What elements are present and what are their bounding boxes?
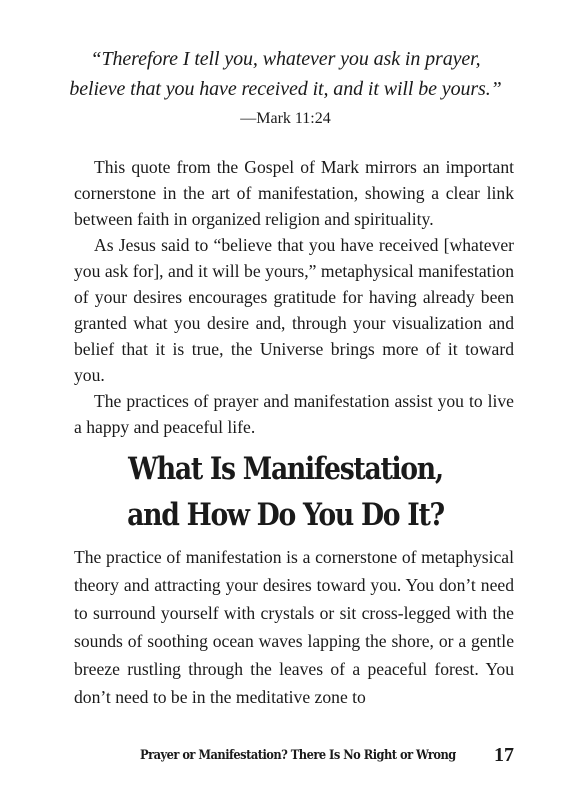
paragraph-3: The practices of prayer and manifestation assist you to live a happy and peaceful life. — [74, 391, 514, 437]
page-footer — [60, 744, 514, 772]
page-number: 17 — [494, 744, 514, 766]
section-heading-line-2: and How Do You Do It? — [127, 497, 444, 533]
section-text — [74, 543, 514, 711]
intro-text — [74, 154, 514, 440]
section-heading-line-1: What Is Manifestation, — [128, 451, 443, 487]
paragraph-2: As Jesus said to “believe that you have received [whatever you ask for], and it will be yours,” metaphysical manifestation of your desires encourages gratitude for having already been granted what you desire and, through your visualization and belief that it is true, the Universe brings more of it toward you. — [74, 235, 514, 385]
epigraph-line-1: “Therefore I tell you, whatever you ask in prayer, — [90, 48, 481, 70]
epigraph-line-2: believe that you have received it, and it will be yours.” — [69, 78, 502, 100]
epigraph — [60, 44, 511, 132]
section-paragraph: The practice of manifestation is a cornerstone of metaphysical theory and attracting your desires toward you. You don’t need to surround yourself with crystals or sit cross-legged with the sounds of soothing ocean waves lapping the shore, or a gentle breeze rustling through the leaves of a peaceful forest. You don’t need to be in the meditative zone to — [74, 547, 514, 707]
running-head: Prayer or Manifestation? There Is No Right or Wrong — [140, 748, 456, 763]
section-heading — [74, 446, 496, 538]
epigraph-attribution: —Mark 11:24 — [240, 110, 331, 127]
paragraph-1: This quote from the Gospel of Mark mirrors an important cornerstone in the art of manifestation, showing a clear link between faith in organized religion and spirituality. — [74, 157, 514, 229]
